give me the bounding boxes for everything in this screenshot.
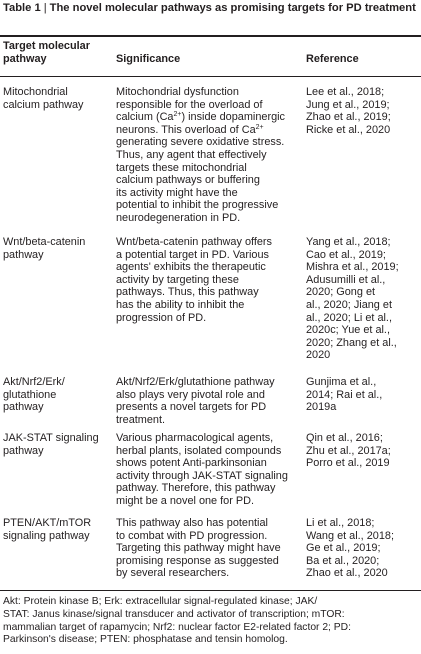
caption-separator: | [43,2,47,14]
row-5-significance: This pathway also has potential to combat with PD progression. Targeting this pathway might have promising response as suggested by several researchers. [116,517,281,580]
row-1-reference: Lee et al., 2018; Jung et al., 2019; Zhao et al., 2019; Ricke et al., 2020 [306,86,391,136]
table-bottom-rule [0,590,421,591]
table-caption [3,1,418,16]
row-3-significance: Akt/Nrf2/Erk/glutathione pathway also plays very pivotal role and presents a novel targets for PD treatment. [116,376,275,426]
row-2-reference: Yang et al., 2018; Cao et al., 2019; Mishra et al., 2019; Adusumilli et al., 2020; Gong et al., 2020; Jiang et al., 2020; Li et al., 2020c; Yue et al., 2020; Zhang et al., 2020 [306,236,399,362]
row-3-reference: Gunjima et al., 2014; Rai et al., 2019a [306,376,383,414]
header-significance: Significance [116,53,181,65]
row-5-reference: Li et al., 2018; Wang et al., 2018; Ge et al., 2019; Ba et al., 2020; Zhao et al., 2020 [306,517,394,580]
header-reference: Reference [306,53,359,65]
row-3-pathway: Akt/Nrf2/Erk/ glutathione pathway [3,376,65,414]
row-5-pathway: PTEN/AKT/mTOR signaling pathway [3,517,92,542]
header-pathway: Target molecular pathway [3,40,90,65]
table-header-rule [0,76,421,77]
table-top-rule [0,35,421,37]
row-1-pathway: Mitochondrial calcium pathway [3,86,84,111]
row-1-superscript-a: 2+ [173,111,182,119]
row-4-significance: Various pharmacological agents, herbal plants, isolated compounds shows potent Anti-parkinsonian activity through JAK-STAT signaling pathway. Therefore, this pathway might be a novel one for PD. [116,432,288,507]
row-1-significance [116,86,304,225]
row-1-significance-text-b: ) inside dopaminergic neurons. This overload of Ca [116,111,285,136]
table-title: The novel molecular pathways as promising targets for PD treatment [49,2,416,14]
row-4-pathway: JAK-STAT signaling pathway [3,432,99,457]
row-1-significance-text-c: generating severe oxidative stress. Thus, any agent that effectively targets these mitochondrial calcium pathways or buffering its activity might have the potential to inhibit the progressive neurodegeneration in PD. [116,136,285,224]
row-2-significance: Wnt/beta-catenin pathway offers a potential target in PD. Various agents' exhibits the therapeutic activity by targeting these pathways. Thus, this pathway has the ability to inhibit the progression of PD. [116,236,272,324]
row-2-pathway: Wnt/beta-catenin pathway [3,236,86,261]
row-4-reference: Qin et al., 2016; Zhu et al., 2017a; Porro et al., 2019 [306,432,391,470]
table-footnote: Akt: Protein kinase B; Erk: extracellular signal-regulated kinase; JAK/ STAT: Janus kinase/signal transducer and activator of transcription; mTOR: mammalian target of rapamycin; Nrf2: nuclear factor E2-related factor 2; PD: Parkinson's disease; PTEN: phosphatase and tensin homolog. [3,596,351,646]
row-1-superscript-b: 2+ [255,123,264,131]
table-label: Table 1 [3,2,41,14]
row-1-significance-text-a: Mitochondrial dysfunction responsible for the overload of calcium (Ca [116,86,263,124]
